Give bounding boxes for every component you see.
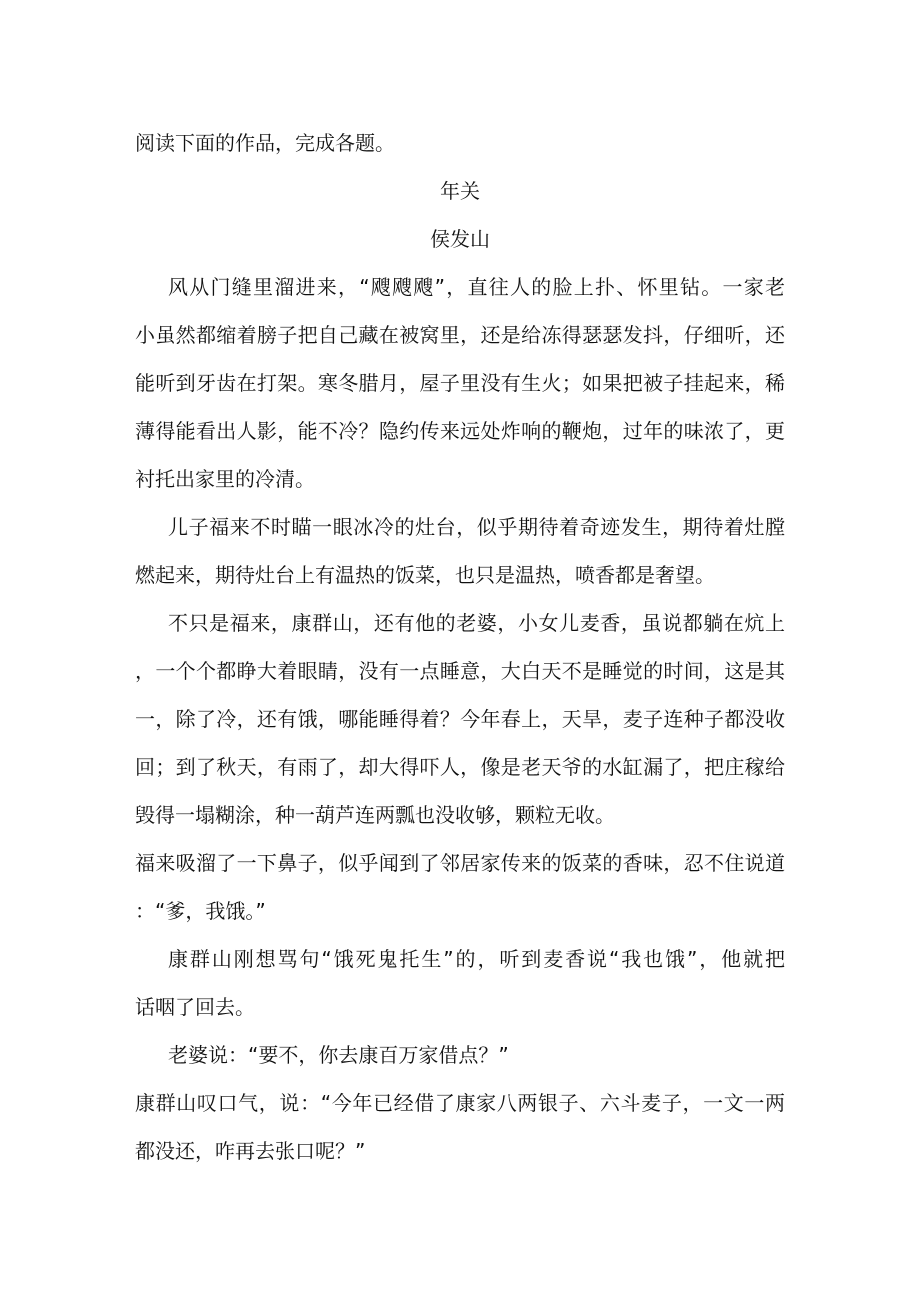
paragraph-line: 老婆说：“要不，你去康百万家借点？” xyxy=(168,1043,509,1067)
paragraph-line: 不只是福来，康群山，还有他的老婆，小女儿麦香，虽说都躺在炕上 xyxy=(168,611,785,635)
paragraph-line: 毁得一塌糊涂，种一葫芦连两瓢也没收够，颗粒无收。 xyxy=(135,803,615,827)
paragraph-line: ：“爹，我饿。” xyxy=(135,899,266,923)
paragraph-line: ，一个个都睁大着眼睛，没有一点睡意，大白天不是睡觉的时间，这是其 xyxy=(135,659,785,683)
paragraph-line: 薄得能看出人影，能不冷？隐约传来远处炸响的鞭炮，过年的味浓了，更 xyxy=(135,419,785,443)
article-author: 侯发山 xyxy=(430,227,490,251)
paragraph-line: 一，除了冷，还有饿，哪能睡得着？今年春上，天旱，麦子连种子都没收 xyxy=(135,707,785,731)
paragraph-line: 衬托出家里的冷清。 xyxy=(135,467,315,491)
paragraph-line: 康群山叹口气，说：“今年已经借了康家八两银子、六斗麦子，一文一两 xyxy=(135,1091,785,1115)
paragraph-line: 康群山刚想骂句“饿死鬼托生”的，听到麦香说“我也饿”，他就把 xyxy=(168,947,785,971)
paragraph-line: 回；到了秋天，有雨了，却大得吓人，像是老天爷的水缸漏了，把庄稼给 xyxy=(135,755,785,779)
paragraph-line: 话咽了回去。 xyxy=(135,995,255,1019)
paragraph-line: 福来吸溜了一下鼻子，似乎闻到了邻居家传来的饭菜的香味，忍不住说道 xyxy=(135,851,785,875)
paragraph-line: 燃起来，期待灶台上有温热的饭菜，也只是温热，喷香都是奢望。 xyxy=(135,563,715,587)
paragraph-line: 儿子福来不时瞄一眼冰冷的灶台，似乎期待着奇迹发生，期待着灶膛 xyxy=(168,515,785,539)
paragraph-line: 风从门缝里溜进来，“飕飕飕”，直往人的脸上扑、怀里钻。一家老 xyxy=(168,275,785,299)
paragraph-line: 都没还，咋再去张口呢？” xyxy=(135,1139,366,1163)
paragraph-line: 能听到牙齿在打架。寒冬腊月，屋子里没有生火；如果把被子挂起来，稀 xyxy=(135,371,785,395)
instruction-text: 阅读下面的作品，完成各题。 xyxy=(135,131,395,155)
article-title: 年关 xyxy=(440,179,480,203)
paragraph-line: 小虽然都缩着膀子把自己藏在被窝里，还是给冻得瑟瑟发抖，仔细听，还 xyxy=(135,323,785,347)
